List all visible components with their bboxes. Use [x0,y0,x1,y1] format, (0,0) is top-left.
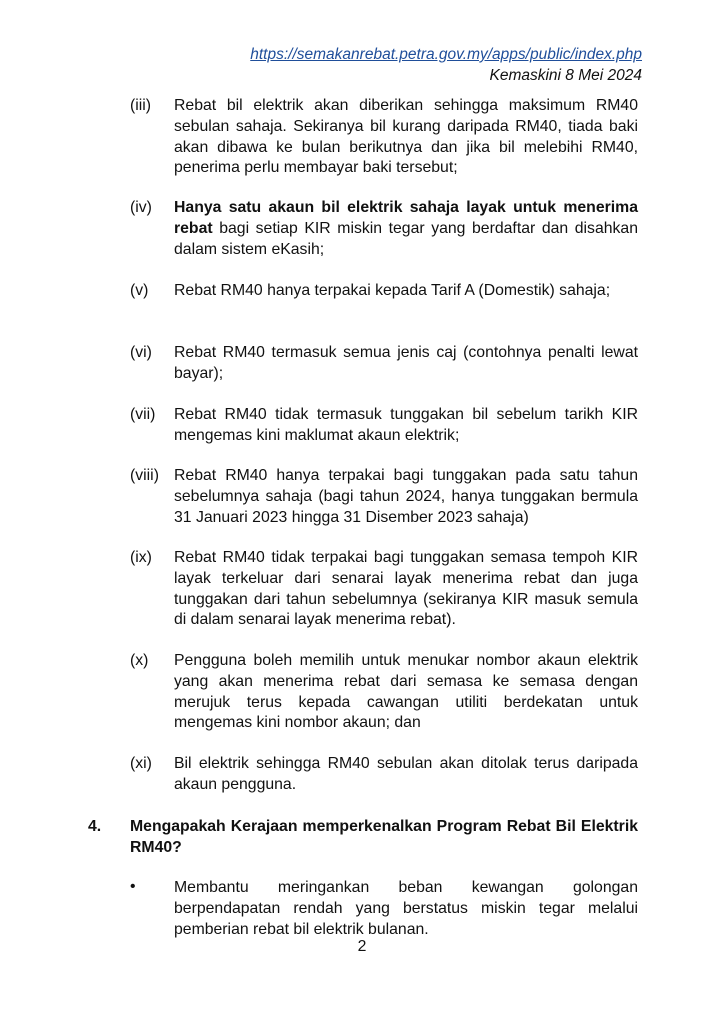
item-number: (xi) [130,755,152,772]
list-item [130,281,638,302]
section-heading [88,817,638,859]
page-header [250,44,642,86]
bullet-icon: • [130,878,136,895]
item-number: (iv) [130,199,152,216]
list-item [130,343,638,385]
item-number: (ix) [130,549,152,566]
list-item [130,198,638,260]
item-number: (vii) [130,406,156,423]
item-text: Rebat RM40 tidak termasuk tunggakan bil sebelum tarikh KIR mengemas kini maklumat akaun elektrik; [174,406,638,444]
list-item [130,466,638,528]
item-number: (vi) [130,344,152,361]
item-number: (iii) [130,97,152,114]
list-item [130,651,638,734]
item-text [174,198,638,260]
item-text: Bil elektrik sehingga RM40 sebulan akan ditolak terus daripada akaun pengguna. [174,755,638,793]
item-text: Rebat RM40 termasuk semua jenis caj (contohnya penalti lewat bayar); [174,344,638,382]
list-item [130,405,638,447]
item-number: (v) [130,282,149,299]
section-title: Mengapakah Kerajaan memperkenalkan Program Rebat Bil Elektrik RM40? [130,818,638,856]
item-number: (viii) [130,467,159,484]
source-url-link[interactable]: https://semakanrebat.petra.gov.my/apps/public/index.php [250,46,642,63]
item-text: Rebat RM40 hanya terpakai kepada Tarif A (Domestik) sahaja; [174,282,611,299]
item-text: Rebat bil elektrik akan diberikan sehingga maksimum RM40 sebulan sahaja. Sekiranya bil kurang daripada RM40, tiada baki akan dibawa ke bulan berikutnya dan jika bil melebihi RM40, penerima perlu membayar baki tersebut; [174,97,638,177]
item-number: (x) [130,652,149,669]
list-item [130,96,638,179]
item-bold-text: Hanya satu akaun bil elektrik sahaja layak untuk menerima rebat [174,199,638,237]
section-number: 4. [88,818,102,835]
updated-date: Kemaskini 8 Mei 2024 [489,67,642,84]
page-number: 2 [357,938,367,955]
list-item [130,548,638,631]
item-text-rest: bagi setiap KIR miskin tegar yang berdaftar dan disahkan dalam sistem eKasih; [174,219,638,258]
item-text: Rebat RM40 tidak terpakai bagi tunggakan semasa tempoh KIR layak terkeluar dari senarai layak menerima rebat dan juga tunggakan dari tahun sebelumnya (sekiranya KIR masuk semula di dalam senarai layak menerima rebat). [174,549,638,629]
item-text: Pengguna boleh memilih untuk menukar nombor akaun elektrik yang akan menerima rebat dari semasa ke semasa dengan merujuk terus kepada cawangan utiliti berdekatan untuk mengemas kini nombor akaun; dan [174,652,638,732]
item-text: Rebat RM40 hanya terpakai bagi tunggakan pada satu tahun sebelumnya sahaja (bagi tahun 2024, hanya tunggakan bermula 31 Januari 2023 hingga 31 Disember 2023 sahaja) [174,467,638,526]
list-item [130,754,638,796]
bullet-item [130,878,638,940]
bullet-text: Membantu meringankan beban kewangan golongan berpendapatan rendah yang berstatus miskin tegar melalui pemberian rebat bil elektrik bulanan. [174,879,638,938]
